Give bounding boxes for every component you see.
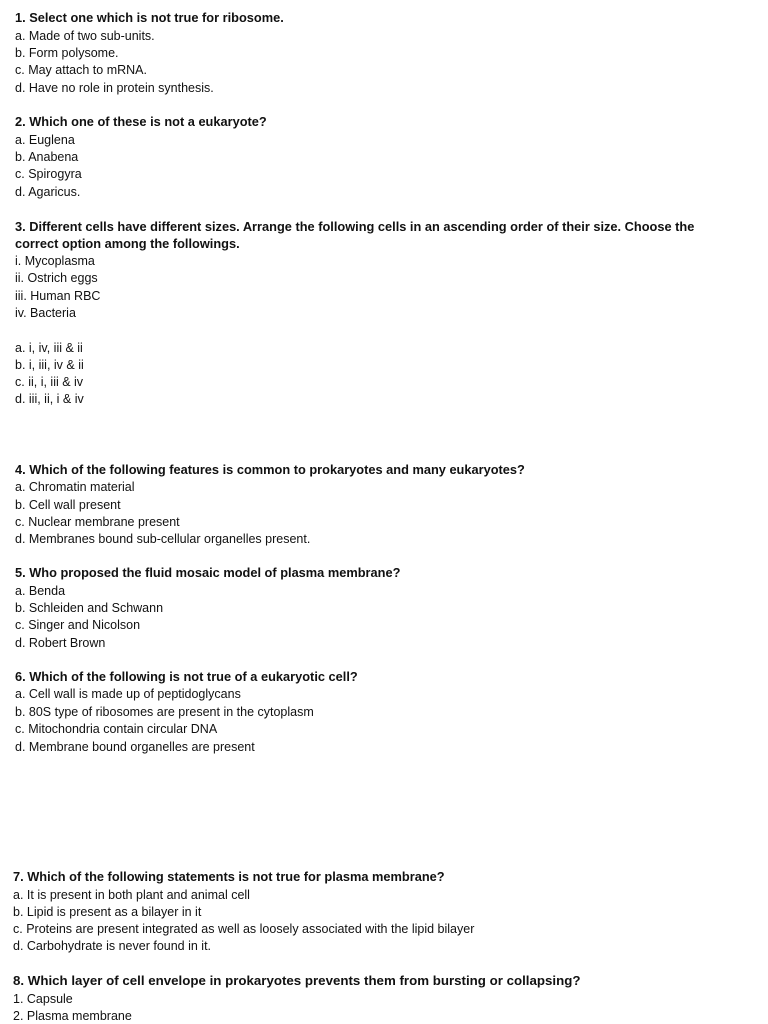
question-7-option-b: b. Lipid is present as a bilayer in it (13, 905, 202, 919)
question-7-option-c: c. Proteins are present integrated as well as loosely associated with the lipid bilayer (13, 922, 475, 936)
question-3-option-b: b. i, iii, iv & ii (15, 358, 84, 372)
question-5-option-d: d. Robert Brown (15, 636, 106, 650)
question-4-text: 4. Which of the following features is common to prokaryotes and many eukaryotes? (15, 462, 525, 477)
question-2-option-c: c. Spirogyra (15, 167, 82, 181)
question-4-option-c: c. Nuclear membrane present (15, 515, 180, 529)
question-7-option-a: a. It is present in both plant and animal cell (13, 888, 250, 902)
question-6-option-a: a. Cell wall is made up of peptidoglycans (15, 687, 241, 701)
question-2-text: 2. Which one of these is not a eukaryote? (15, 114, 267, 129)
question-8-option-1: 1. Capsule (13, 992, 73, 1006)
question-5-text: 5. Who proposed the fluid mosaic model of plasma membrane? (15, 565, 401, 580)
question-1-text: 1. Select one which is not true for ribosome. (15, 10, 284, 25)
question-6-option-c: c. Mitochondria contain circular DNA (15, 722, 218, 736)
question-3-option-d: d. iii, ii, i & iv (15, 392, 84, 406)
question-3-item-ii: ii. Ostrich eggs (15, 271, 98, 285)
question-4-option-d: d. Membranes bound sub-cellular organelles present. (15, 532, 311, 546)
question-5-option-a: a. Benda (15, 584, 66, 598)
question-3-item-iv: iv. Bacteria (15, 306, 76, 320)
question-1-option-a: a. Made of two sub-units. (15, 29, 155, 43)
question-8-option-2: 2. Plasma membrane (13, 1009, 132, 1023)
question-2-option-d: d. Agaricus. (15, 185, 81, 199)
question-5-option-c: c. Singer and Nicolson (15, 618, 141, 632)
question-3-item-iii: iii. Human RBC (15, 289, 101, 303)
question-6-option-b: b. 80S type of ribosomes are present in the cytoplasm (15, 705, 314, 719)
question-1-option-b: b. Form polysome. (15, 46, 119, 60)
question-6-text: 6. Which of the following is not true of a eukaryotic cell? (15, 669, 358, 684)
question-3-text: 3. Different cells have different sizes. Arrange the following cells in an ascending order of their size. Choose the correct option among the followings. (15, 219, 695, 251)
question-2-option-b: b. Anabena (15, 150, 79, 164)
question-4-option-b: b. Cell wall present (15, 498, 121, 512)
question-6-option-d: d. Membrane bound organelles are present (15, 740, 255, 754)
question-3-option-a: a. i, iv, iii & ii (15, 341, 83, 355)
question-3-option-c: c. ii, i, iii & iv (15, 375, 84, 389)
question-5-option-b: b. Schleiden and Schwann (15, 601, 164, 615)
question-4-option-a: a. Chromatin material (15, 480, 135, 494)
question-7-text: 7. Which of the following statements is not true for plasma membrane? (13, 869, 445, 884)
question-7-option-d: d. Carbohydrate is never found in it. (13, 939, 212, 953)
question-2-option-a: a. Euglena (15, 133, 75, 147)
question-8-text: 8. Which layer of cell envelope in prokaryotes prevents them from bursting or collapsing? (13, 973, 581, 988)
question-3-item-i: i. Mycoplasma (15, 254, 95, 268)
question-1-option-d: d. Have no role in protein synthesis. (15, 81, 214, 95)
question-1-option-c: c. May attach to mRNA. (15, 63, 147, 77)
